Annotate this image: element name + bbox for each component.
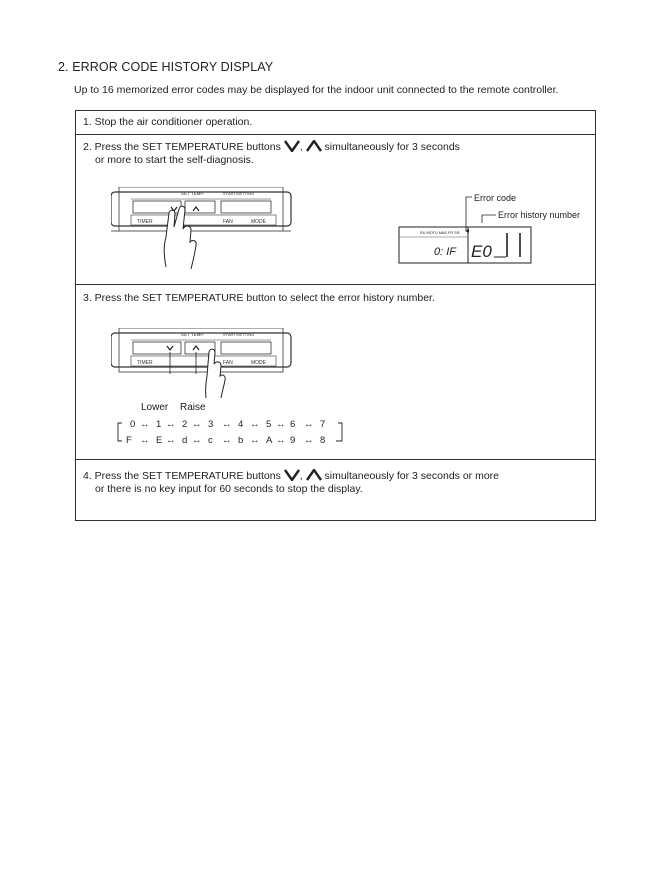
lcd-display-illustration: [398, 185, 590, 265]
svg-text:F ↔ E: F ↔ E ↔ d ↔ c ↔ b ↔ A ↔ 9 ↔ 8: [126, 435, 326, 446]
seq-top-4: 4: [238, 419, 244, 430]
start-setting-label-2: START/SETTING: [223, 332, 255, 337]
seq-top-1: 1: [156, 419, 162, 430]
seq-top-5: 5: [266, 419, 272, 430]
timer-label: TIMER: [137, 219, 153, 225]
mode-label: MODE: [251, 219, 266, 225]
mode-label-2: MODE: [251, 360, 266, 366]
step-4-text-a: 4. Press the SET TEMPERATURE buttons: [83, 470, 281, 482]
seq-top-6: 6: [290, 419, 296, 430]
step-3: [76, 284, 595, 459]
temp-down-chevron-icon-2: [284, 469, 300, 481]
step-2: [76, 134, 595, 284]
seq-bottom-5: A: [266, 435, 272, 446]
seq-bottom-2: d: [182, 435, 188, 446]
fan-label: FAN: [223, 219, 233, 225]
step-4: [76, 459, 595, 522]
step-1: [76, 111, 595, 134]
start-setting-label: START/SETTING: [223, 191, 255, 196]
svg-text:0 ↔ 1: 0 ↔ 1 ↔ 2 ↔ 3 ↔ 4 ↔ 5 ↔ 6 ↔ 7: [130, 419, 326, 430]
temp-up-chevron-icon-2: [306, 469, 322, 481]
seq-bottom-6: 9: [290, 435, 296, 446]
seq-top-0: 0: [130, 419, 136, 430]
seq-bottom-4: b: [238, 435, 244, 446]
callout-error-history-number: Error history number: [498, 210, 581, 220]
procedure-box: [75, 110, 596, 521]
seq-top-2: 2: [182, 419, 188, 430]
step-1-text: 1. Stop the air conditioner operation.: [83, 116, 253, 128]
error-history-sequence: [114, 417, 354, 449]
seq-top-7: 7: [320, 419, 326, 430]
step-4-text-b: simultaneously for 3 seconds or more: [324, 470, 500, 482]
lcd-top-labels: RU MOTU MAE FR SR: [420, 231, 460, 235]
seq-bottom-0: F: [126, 435, 132, 446]
temp-down-chevron-icon: [284, 140, 300, 152]
lcd-error-code: E0: [471, 242, 492, 261]
step-2-text: 2. Press the SET TEMPERATURE buttons , simultaneously for 3 seconds or more to start the self-diagnosis.: [83, 141, 460, 166]
seq-bottom-1: E: [156, 435, 163, 446]
step-2-text-c: or more to start the self-diagnosis.: [95, 154, 254, 166]
seq-top-3: 3: [208, 419, 214, 430]
step-2-text-a: 2. Press the SET TEMPERATURE buttons: [83, 141, 281, 153]
seq-bottom-3: c: [208, 435, 213, 446]
timer-label-2: TIMER: [137, 360, 153, 366]
temp-up-chevron-icon: [306, 140, 322, 152]
seq-bottom-7: 8: [320, 435, 326, 446]
fan-label-2: FAN: [223, 360, 233, 366]
remote-controller-illustration-1: [111, 187, 296, 279]
lower-label: Lower: [141, 402, 169, 413]
step-4-text: 4. Press the SET TEMPERATURE buttons , simultaneously for 3 seconds or more or there is no key input for 60 seconds to stop the display.: [83, 470, 500, 495]
intro-text: Up to 16 memorized error codes may be displayed for the indoor unit connected to the remote controller.: [74, 84, 559, 96]
raise-label: Raise: [180, 402, 206, 413]
lcd-unit-code: 0: IF: [434, 246, 457, 258]
remote-controller-illustration-2: [111, 328, 301, 400]
step-4-text-c: or there is no key input for 60 seconds to stop the display.: [95, 483, 363, 495]
callout-error-code: Error code: [474, 193, 517, 203]
set-temp-label: SET TEMP.: [181, 191, 205, 196]
step-3-text: 3. Press the SET TEMPERATURE button to select the error history number.: [83, 292, 435, 304]
section-heading: 2. ERROR CODE HISTORY DISPLAY: [58, 60, 274, 74]
step-2-text-b: simultaneously for 3 seconds: [324, 141, 460, 153]
set-temp-label-2: SET TEMP.: [181, 332, 205, 337]
